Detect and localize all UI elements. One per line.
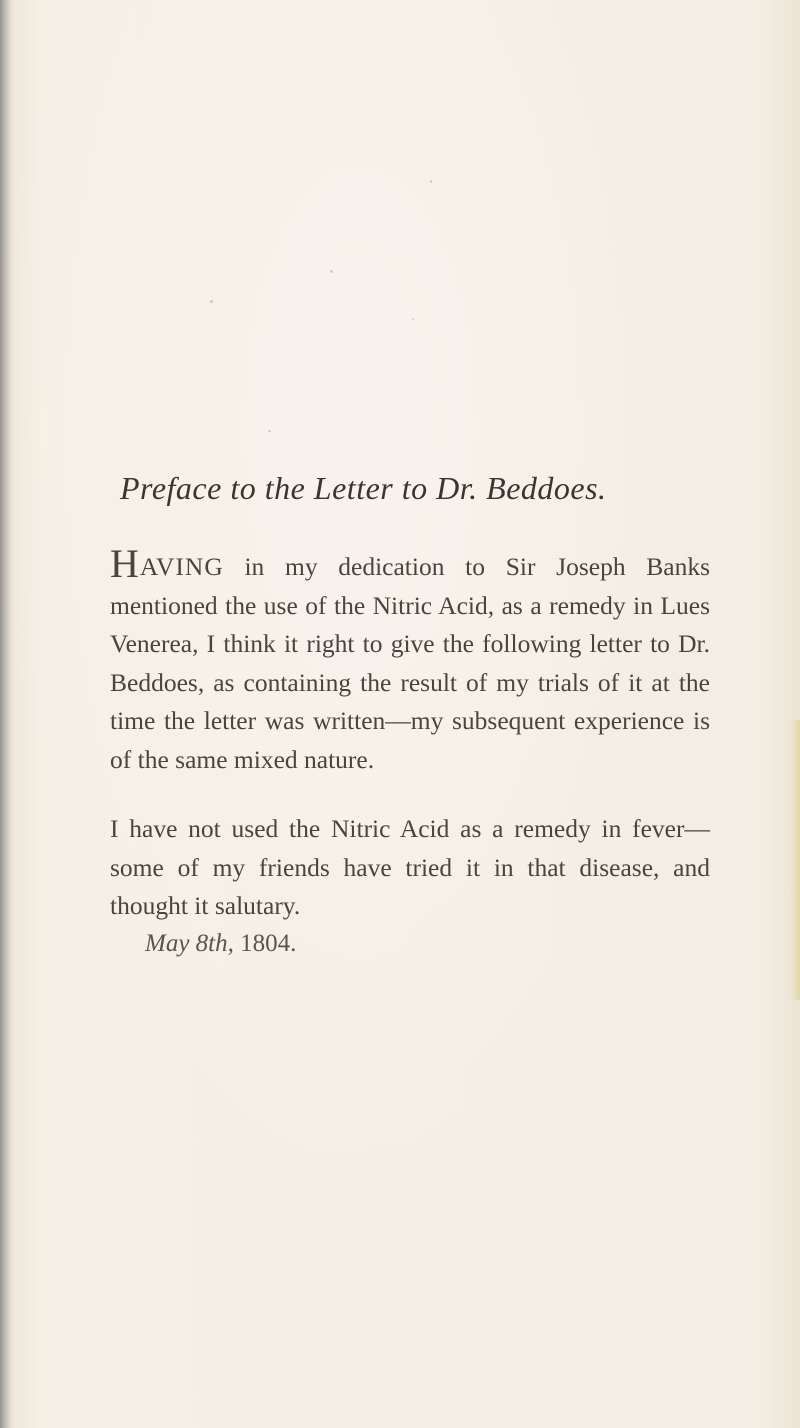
paper-speck	[430, 180, 432, 183]
paragraph-2-text: I have not used the Nitric Acid as a remedy in fever—some of my friends have tried it in that disease, and thought it salutary.	[110, 814, 710, 921]
paper-speck	[210, 300, 213, 303]
date-year: 1804.	[240, 930, 297, 957]
lead-word: AVING	[139, 552, 224, 581]
paper-speck	[412, 318, 414, 320]
page-edge-stain	[790, 720, 800, 1000]
page-gutter-shadow	[0, 0, 10, 1428]
paper-speck	[268, 430, 271, 432]
drop-cap: H	[110, 541, 140, 586]
date-line	[145, 930, 296, 958]
paragraph-1-text: in my dedication to Sir Joseph Banks mentioned the use of the Nitric Acid, as a remedy in Lues Venerea, I think it right to give the following letter to Dr. Beddoes, as containing the result of my trials of it at the time the letter was written—my subsequent experience is of the same mixed nature.	[110, 552, 711, 774]
page-title: Preface to the Letter to Dr. Beddoes.	[120, 470, 607, 506]
paragraph-2	[110, 810, 710, 926]
paper-speck	[330, 270, 333, 273]
paragraph-1	[110, 541, 711, 780]
date-month-day: May 8th,	[145, 930, 234, 957]
